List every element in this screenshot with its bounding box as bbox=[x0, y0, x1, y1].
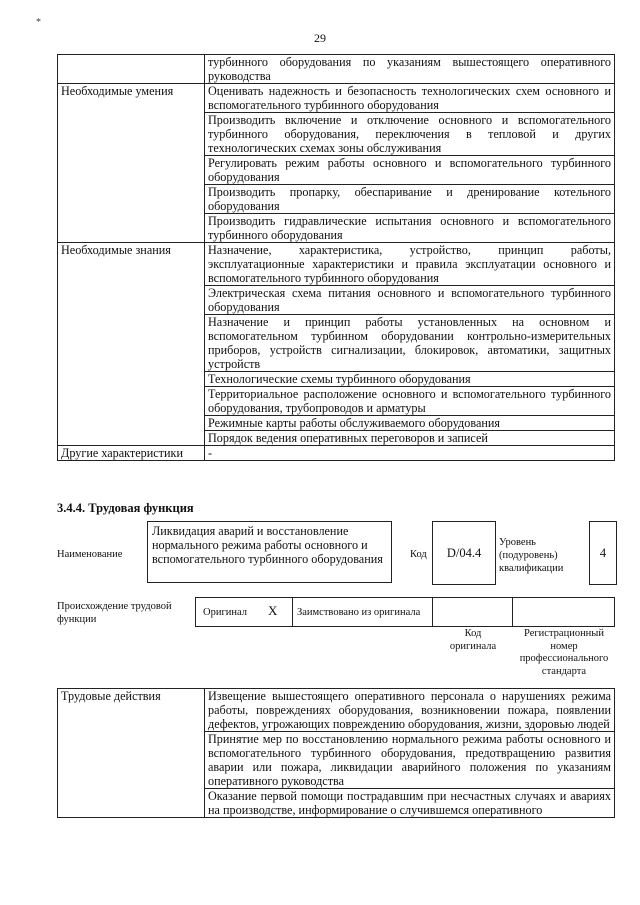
reg-caption bbox=[513, 628, 615, 678]
function-name-value: Ликвидация аварий и восстановление нормального режима работы основного и вспомогательного турбинного оборудования bbox=[152, 524, 383, 567]
reg-caption-line-2: номер bbox=[550, 640, 578, 652]
code-caption bbox=[433, 628, 513, 653]
registration-number-cell bbox=[513, 598, 615, 626]
origin-label-line-1: Происхождение трудовой bbox=[57, 601, 172, 612]
function-name-box bbox=[147, 521, 392, 583]
level-box bbox=[589, 521, 617, 585]
code-caption-line-2: оригинала bbox=[449, 640, 497, 652]
table-row bbox=[58, 55, 615, 84]
original-mark: X bbox=[268, 603, 278, 618]
table-row bbox=[58, 446, 615, 461]
row-label: Другие характеристики bbox=[58, 446, 205, 461]
level-label-line-2: (подуровень) bbox=[499, 550, 558, 561]
row-label: Необходимые умения bbox=[58, 84, 205, 243]
row-text: Порядок ведения оперативных переговоров и записей bbox=[205, 431, 615, 446]
row-label: Трудовые действия bbox=[58, 689, 205, 818]
row-label bbox=[58, 55, 205, 84]
row-text: Производить пропарку, обеспаривание и дренирование котельного оборудования bbox=[205, 185, 615, 214]
row-text: Режимные карты работы обслуживаемого оборудования bbox=[205, 416, 615, 431]
section-title: 3.4.4. Трудовая функция bbox=[57, 501, 194, 515]
code-label: Код bbox=[410, 549, 427, 560]
row-text: Назначение и принцип работы установленных на основном и вспомогательном турбинном оборудовании контрольно-измерительных приборов, устройств сигнализации, блокировок, автоматики, защитных устройств bbox=[205, 315, 615, 372]
table-row bbox=[58, 689, 615, 732]
code-box bbox=[432, 521, 496, 585]
level-value: 4 bbox=[599, 546, 607, 560]
page-number: 29 bbox=[314, 31, 326, 45]
code-value: D/04.4 bbox=[446, 546, 482, 560]
row-text: Назначение, характеристика, устройство, принцип работы, эксплуатационные характеристики и правила эксплуатации основного и вспомогательного турбинного оборудования bbox=[205, 243, 615, 286]
row-text: Регулировать режим работы основного и вспомогательного турбинного оборудования bbox=[205, 156, 615, 185]
row-text: Производить включение и отключение основного и вспомогательного турбинного оборудования, переключения в тепловой и других технологических схемах зоны обслуживания bbox=[205, 113, 615, 156]
row-text: Производить гидравлические испытания основного и вспомогательного турбинного оборудования bbox=[205, 214, 615, 243]
original-label: Оригинал bbox=[203, 607, 247, 618]
reg-caption-line-1: Регистрационный bbox=[524, 628, 604, 639]
level-label-line-3: квалификации bbox=[499, 563, 564, 574]
row-text: Извещение вышестоящего оперативного персонала о нарушениях режима работы, повреждениях оборудования, возникновении пожара, появлении дефектов, угрожающих повреждению оборудования, жизни, здоровью людей bbox=[205, 689, 615, 732]
table-row bbox=[58, 243, 615, 286]
row-text: Технологические схемы турбинного оборудования bbox=[205, 372, 615, 387]
reg-caption-line-3: профессионального bbox=[519, 653, 609, 664]
code-caption-line-1: Код bbox=[464, 628, 482, 639]
borrowed-cell bbox=[293, 598, 433, 626]
original-code-cell bbox=[433, 598, 513, 626]
original-cell bbox=[195, 598, 293, 626]
level-label-line-1: Уровень bbox=[499, 537, 536, 548]
name-label: Наименование bbox=[57, 549, 123, 560]
origin-row bbox=[195, 597, 615, 627]
row-text: турбинного оборудования по указаниям вышестоящего оперативного руководства bbox=[205, 55, 615, 84]
origin-label bbox=[57, 600, 172, 626]
skills-knowledge-table bbox=[57, 54, 615, 461]
row-text: Территориальное расположение основного и вспомогательного турбинного оборудования, трубопроводов и арматуры bbox=[205, 387, 615, 416]
corner-mark: * bbox=[36, 17, 41, 28]
table-row bbox=[58, 84, 615, 113]
row-text: Оценивать надежность и безопасность технологических схем основного и вспомогательного турбинного оборудования bbox=[205, 84, 615, 113]
level-label bbox=[499, 536, 563, 575]
row-text: - bbox=[205, 446, 615, 461]
borrowed-label: Заимствовано из оригинала bbox=[297, 607, 421, 618]
labor-actions-table bbox=[57, 688, 615, 818]
row-text: Принятие мер по восстановлению нормального режима работы основного и вспомогательного турбинного оборудования, предотвращению развития аварии или пожара, ликвидации аварийного положения по указаниям оперативного руководства bbox=[205, 732, 615, 789]
origin-label-line-2: функции bbox=[57, 614, 97, 625]
row-text: Электрическая схема питания основного и вспомогательного турбинного оборудования bbox=[205, 286, 615, 315]
reg-caption-line-4: стандарта bbox=[541, 665, 587, 677]
row-text: Оказание первой помощи пострадавшим при несчастных случаях и авариях на производстве, информирование о случившемся оперативного bbox=[205, 789, 615, 818]
row-label: Необходимые знания bbox=[58, 243, 205, 446]
